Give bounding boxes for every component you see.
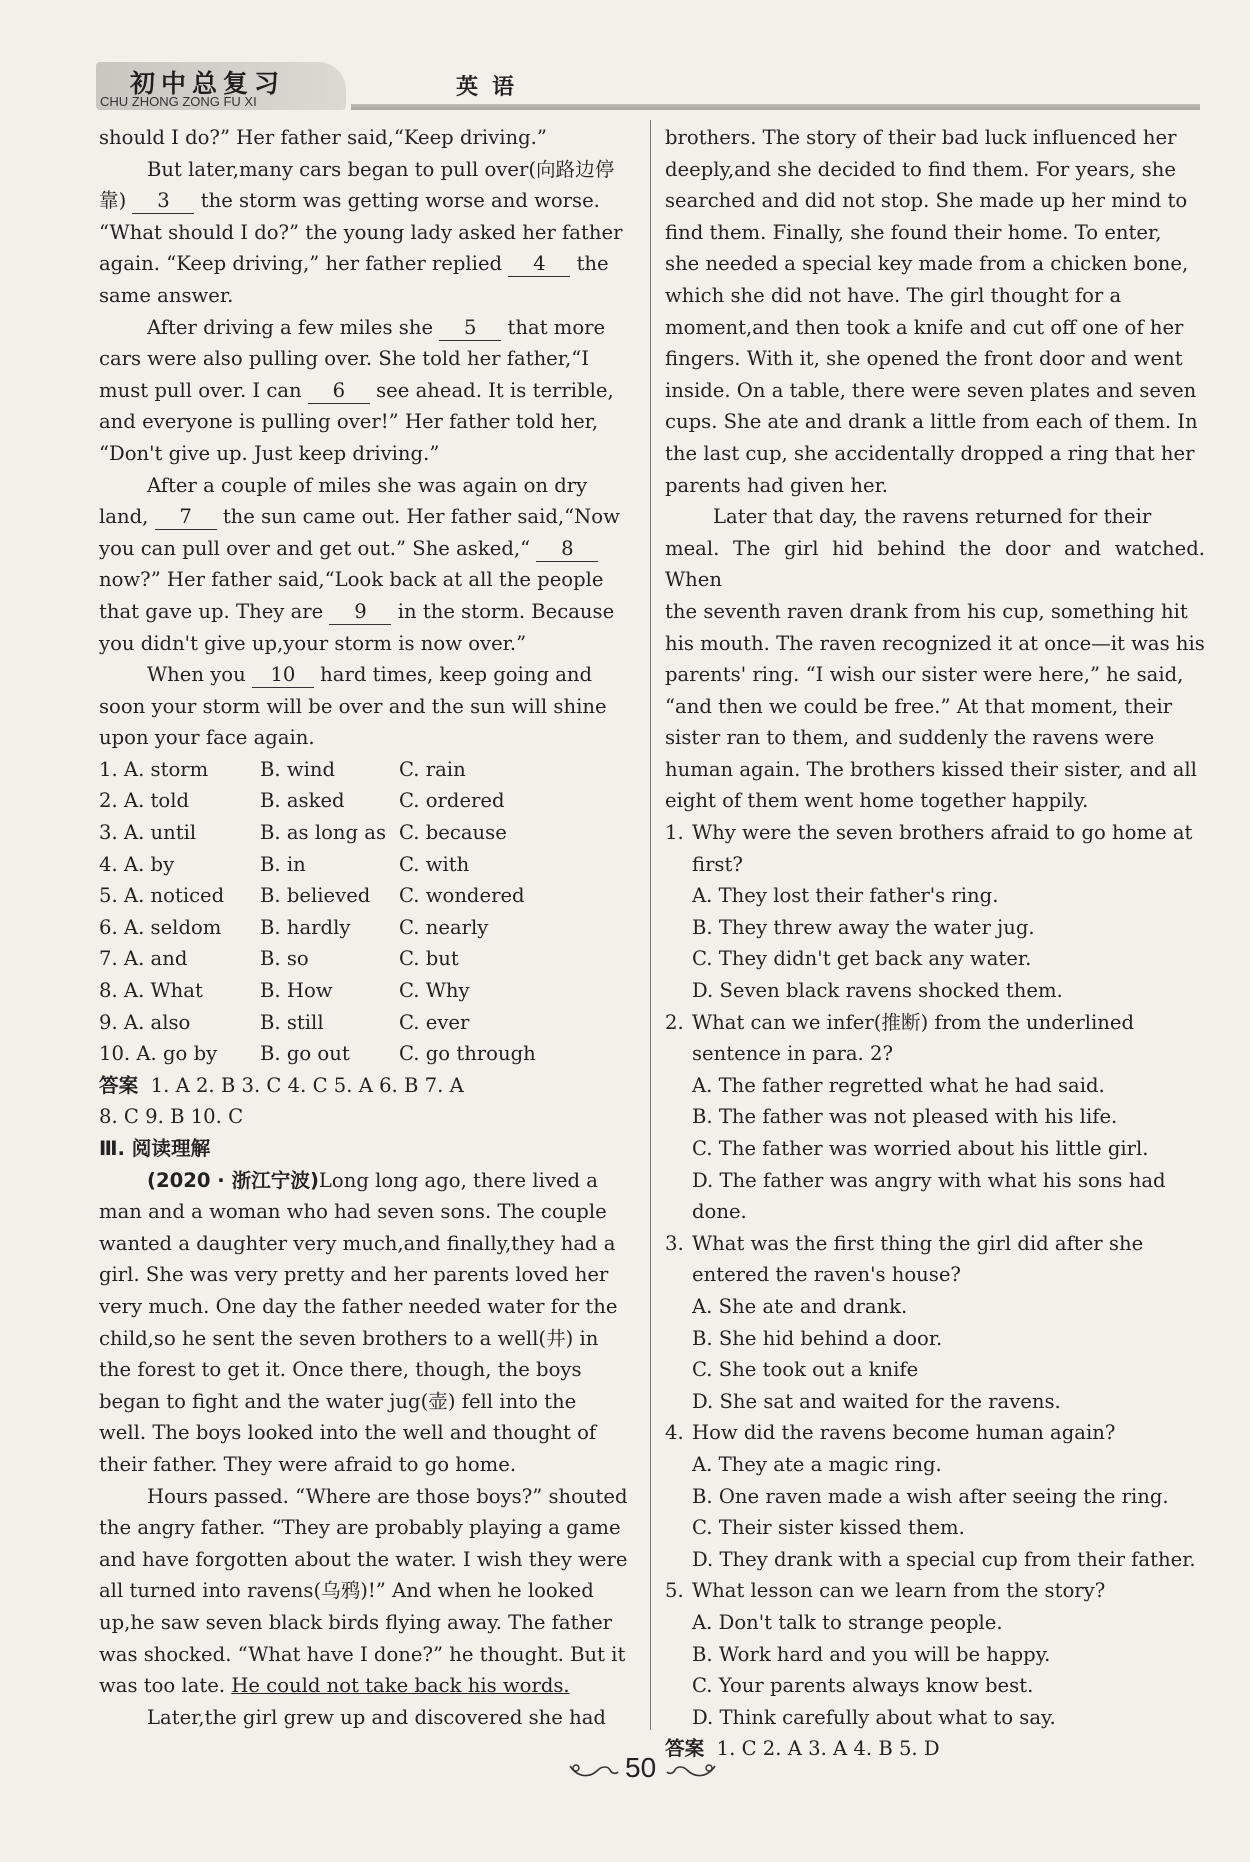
answer-choice: D. They drank with a special cup from their father. — [692, 1547, 1196, 1571]
answer-choice: D. Think carefully about what to say. — [692, 1705, 1056, 1729]
blank-3: 3 — [132, 189, 194, 214]
reading-source: (2020 · 浙江宁波) — [147, 1168, 319, 1192]
paragraph: (2020 · 浙江宁波)Long long ago, there lived a man and a woman who had seven sons. The couple wanted a daughter very much,and finally,they had a girl. She was very pretty and her parents loved her very much. One day the father needed water for the child,so he sent the seven brothers to a well(井) in the forest to get it. Once there, though, the boys began to fight and the water jug(壶) fell into the well. The boys looked into the well and thought of their father. They were afraid to go home. — [99, 1165, 637, 1481]
answer-choice: D. The father was angry with what his sons had done. — [692, 1168, 1166, 1224]
ornament-icon — [568, 1760, 620, 1782]
page-header — [96, 58, 1200, 116]
option-row: 10. A. go by B. go out C. go through — [99, 1042, 536, 1066]
right-column — [665, 122, 1205, 1765]
option-row: 6. A. seldom B. hardly C. nearly — [99, 915, 489, 939]
question: 1. Why were the seven brothers afraid to go home at first? A. They lost their father's ring. B. They threw away the water jug. C. They didn't get back any water. D. Seven black ravens shocked them. — [665, 817, 1205, 1007]
blank-5: 5 — [439, 316, 501, 341]
header-rule — [351, 104, 1200, 110]
answer-label: 答案 — [665, 1737, 705, 1761]
page-footer — [540, 1752, 740, 1792]
answer-choice: A. Don't talk to strange people. — [692, 1610, 1003, 1634]
question: 2. What can we infer(推断) from the underlined sentence in para. 2? A. The father regretted what he had said. B. The father was not pleased with his life. C. The father was worried about his little girl. D. The father was angry with what his sons had done. — [665, 1007, 1205, 1228]
answer-choice: D. She sat and waited for the ravens. — [692, 1389, 1061, 1413]
brand-pinyin: CHU ZHONG ZONG FU XI — [100, 94, 257, 109]
answer-choice: A. The father regretted what he had said. — [692, 1073, 1105, 1097]
option-row: 1. A. storm B. wind C. rain — [99, 757, 466, 781]
paragraph: brothers. The story of their bad luck influenced her deeply,and she decided to find them. For years, she searched and did not stop. She made up her mind to find them. Finally, she found their home. To enter, she needed a special key made from a chicken bone, which she did not have. The girl thought for a moment,and then took a knife and cut off one of her fingers. With it, she opened the front door and went inside. On a table, there were seven plates and seven cups. She ate and drank a little from each of them. In the last cup, she accidentally dropped a ring that her parents had given her. — [665, 126, 1198, 497]
question: 5. What lesson can we learn from the story? A. Don't talk to strange people. B. Work hard and you will be happy. C. Your parents always know best. D. Think carefully about what to say. — [665, 1575, 1205, 1733]
cloze-options — [99, 754, 637, 1070]
option-row: 9. A. also B. still C. ever — [99, 1010, 470, 1034]
answer-choice: A. They ate a magic ring. — [692, 1452, 942, 1476]
brand-banner — [96, 62, 346, 110]
option-row: 3. A. until B. as long as C. because — [99, 821, 507, 845]
blank-8: 8 — [536, 537, 598, 562]
subject-title: 英语 — [456, 75, 529, 100]
answer-choice: C. They didn't get back any water. — [692, 947, 1032, 971]
paragraph: Later,the girl grew up and discovered she had — [147, 1705, 606, 1729]
answer-choice: B. They threw away the water jug. — [692, 915, 1035, 939]
section-heading: Ⅲ. 阅读理解 — [99, 1137, 211, 1160]
answer-choice: C. Your parents always know best. — [692, 1674, 1034, 1698]
option-row: 5. A. noticed B. believed C. wondered — [99, 884, 525, 908]
paragraph: After driving a few miles she 5 that more cars were also pulling over. She told her father,“I must pull over. I can 6 see ahead. It is terrible, and everyone is pulling over!” Her father told her, “Don't give up. Just keep driving.” — [99, 315, 614, 465]
answer-choice: A. They lost their father's ring. — [692, 884, 999, 908]
brand-title: 初中总复习 — [130, 69, 286, 98]
option-row: 7. A. and B. so C. but — [99, 947, 459, 971]
paragraph: When you 10 hard times, keep going and soon your storm will be over and the sun will shine upon your face again. — [99, 663, 607, 750]
answer-label: 答案 — [99, 1073, 139, 1097]
paragraph: But later,many cars began to pull over(向路边停 靠) 3 the storm was getting worse and worse. “What should I do?” the young lady asked her father again. “Keep driving,” her father replied 4 the same answer. — [99, 157, 623, 307]
blank-4: 4 — [508, 252, 570, 277]
page-number: 50 — [625, 1752, 657, 1783]
reading-answers: 答案 1. C 2. A 3. A 4. B 5. D — [665, 1737, 940, 1761]
blank-9: 9 — [329, 600, 391, 625]
underlined-sentence: He could not take back his words. — [231, 1674, 570, 1698]
option-row: 4. A. by B. in C. with — [99, 852, 470, 876]
left-column — [99, 122, 637, 1733]
answer-choice: B. The father was not pleased with his life. — [692, 1105, 1118, 1129]
question: 4. How did the ravens become human again? A. They ate a magic ring. B. One raven made a wish after seeing the ring. C. Their sister kissed them. D. They drank with a special cup from their father. — [665, 1417, 1205, 1575]
blank-6: 6 — [308, 379, 370, 404]
ornament-icon — [665, 1760, 717, 1782]
blank-10: 10 — [252, 663, 314, 688]
question: 3. What was the first thing the girl did after she entered the raven's house? A. She ate and drank. B. She hid behind a door. C. She took out a knife D. She sat and waited for the ravens. — [665, 1228, 1205, 1418]
paragraph: should I do?” Her father said,“Keep driving.” — [99, 126, 547, 149]
column-divider — [650, 120, 651, 1730]
answer-choice: B. Work hard and you will be happy. — [692, 1642, 1051, 1666]
cloze-answers: 答案 1. A 2. B 3. C 4. C 5. A 6. B 7. A 8. C 9. B 10. C — [99, 1073, 464, 1129]
answer-choice: D. Seven black ravens shocked them. — [692, 979, 1063, 1003]
option-row: 2. A. told B. asked C. ordered — [99, 789, 505, 813]
answer-choice: A. She ate and drank. — [692, 1294, 908, 1318]
answer-choice: B. She hid behind a door. — [692, 1326, 943, 1350]
paragraph: Hours passed. “Where are those boys?” shouted the angry father. “They are probably playing a game and have forgotten about the water. I wish they were all turned into ravens(乌鸦)!” And when he looked up,he saw seven black birds flying away. The father was shocked. “What have I done?” he thought. But it was too late. He could not take back his words. — [99, 1484, 628, 1698]
answer-choice: C. She took out a knife — [692, 1358, 919, 1382]
answer-choice: B. One raven made a wish after seeing the ring. — [692, 1484, 1169, 1508]
paragraph: After a couple of miles she was again on dry land, 7 the sun came out. Her father said,“Now you can pull over and get out.” She asked,“ 8 now?” Her father said,“Look back at all the people that gave up. They are 9 in the storm. Because you didn't give up,your storm is now over.” — [99, 473, 620, 655]
blank-7: 7 — [155, 505, 217, 530]
answer-choice: C. Their sister kissed them. — [692, 1516, 965, 1540]
option-row: 8. A. What B. How C. Why — [99, 979, 470, 1003]
answer-choice: C. The father was worried about his little girl. — [692, 1137, 1149, 1160]
paragraph: Later that day, the ravens returned for their meal. The girl hid behind the door and watched. When the seventh raven drank from his cup, something hit his mouth. The raven recognized it at once—it was his parents' ring. “I wish our sister were here,” he said, “and then we could be free.” At that moment, their sister ran to them, and suddenly the ravens were human again. The brothers kissed their sister, and all eight of them went home together happily. — [665, 505, 1205, 813]
